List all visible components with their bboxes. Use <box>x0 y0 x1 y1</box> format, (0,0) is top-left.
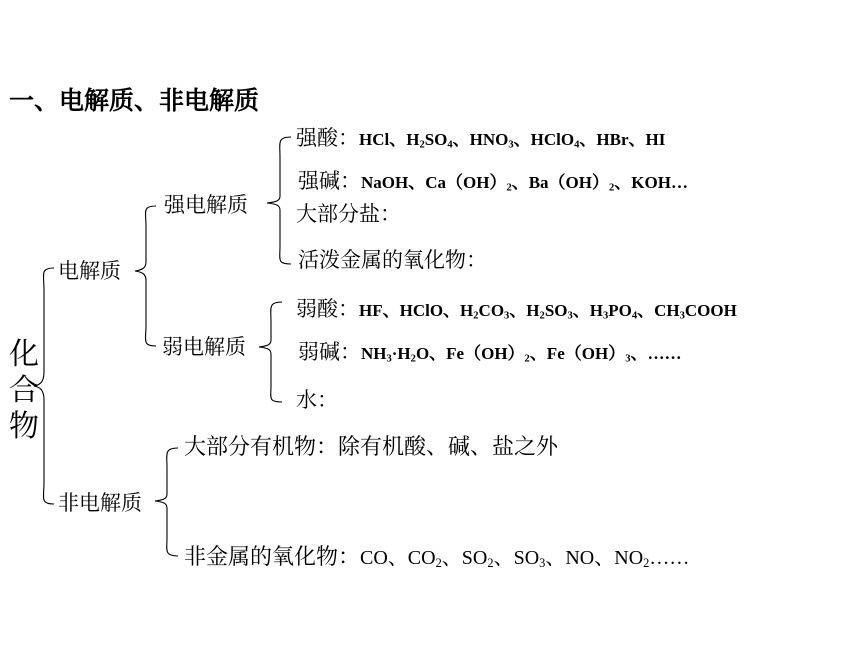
strong-electrolyte-label: 强电解质 <box>164 193 248 217</box>
strong-electrolyte-brace <box>267 137 291 264</box>
nonelectrolyte-brace <box>155 448 178 556</box>
strong-acid-prefix: 强酸： <box>296 126 359 150</box>
electrolyte-brace <box>135 206 156 346</box>
page-title: 一、电解质、非电解质 <box>9 86 260 115</box>
water-item: 水： <box>296 388 338 412</box>
weak-acid-row <box>296 299 737 320</box>
strong-base-prefix: 强碱： <box>298 169 361 193</box>
nonmetal-oxide-row <box>184 547 689 569</box>
weak-base-formula: $NH_3\cdot H_2O$、$Fe(OH)_2$、$Fe(OH)_3$、…… <box>361 344 682 365</box>
electrolyte-label: 电解质 <box>58 259 121 283</box>
strong-base-row <box>298 171 688 192</box>
active-metal-oxide-item: 活泼金属的氧化物： <box>298 248 487 272</box>
weak-acid-prefix: 弱酸： <box>296 297 359 321</box>
nonmetal-oxide-prefix: 非金属的氧化物： <box>184 545 361 570</box>
root-label: 化合物 <box>9 337 39 444</box>
strong-acid-formula: HCl、$H_2SO_4$、$HNO_3$、HClO$_4$、HBr、HI <box>359 130 666 151</box>
weak-electrolyte-label: 弱电解质 <box>162 335 246 359</box>
strong-acid-row <box>296 128 665 149</box>
weak-electrolyte-brace <box>259 302 282 402</box>
salt-item: 大部分盐： <box>296 202 401 226</box>
strong-base-formula: NaOH、$Ca(OH)_2$、$Ba(OH)_2$、KOH… <box>361 173 688 194</box>
weak-base-prefix: 弱碱： <box>298 340 361 364</box>
nonmetal-oxide-formula: CO、$CO_2$、$SO_2$、$SO_3$、NO、$NO_2\dots\dots$ <box>360 547 690 571</box>
weak-base-row <box>298 342 681 363</box>
organic-item: 大部分有机物：除有机酸、碱、盐之外 <box>184 435 559 460</box>
nonelectrolyte-label: 非电解质 <box>58 491 142 515</box>
weak-acid-formula: HF、HClO、$H_2CO_3$、$H_2SO_3$、$H_3PO_4$、$CH_3COOH$ <box>359 301 737 322</box>
